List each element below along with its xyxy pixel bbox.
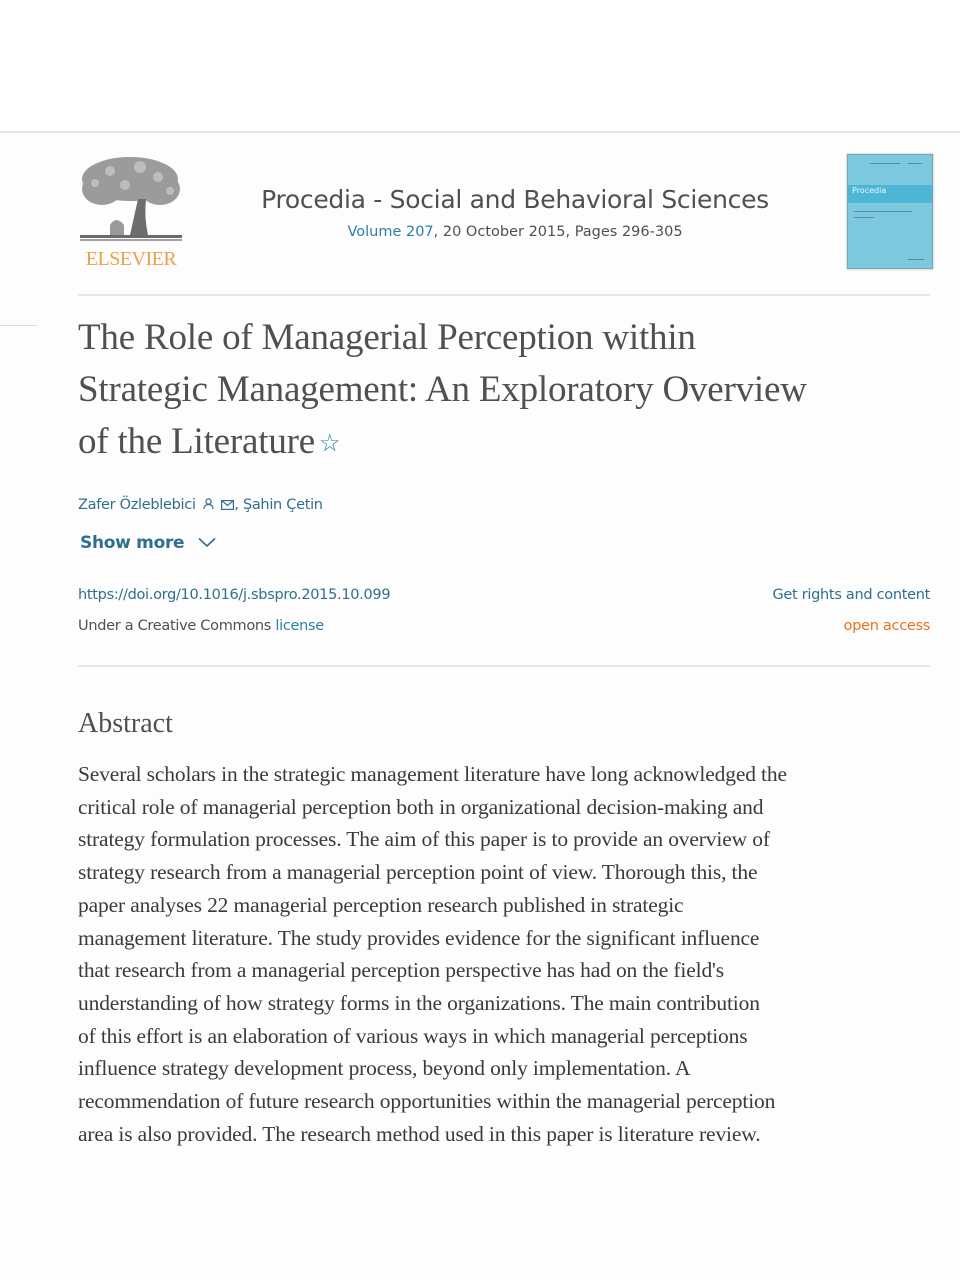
doi-link[interactable]: https://doi.org/10.1016/j.sbspro.2015.10.099 — [78, 587, 391, 603]
abstract-line: management literature. The study provides evidence for the significant influence — [78, 925, 760, 950]
get-rights-link[interactable]: Get rights and content — [772, 587, 930, 603]
abstract-line: strategy research from a managerial perception point of view. Thorough this, the — [78, 860, 758, 885]
abstract-text — [78, 758, 940, 1150]
abstract-line: recommendation of future research opportunities within the managerial perception — [78, 1089, 776, 1114]
star-footnote-icon[interactable]: ☆ — [318, 431, 341, 457]
section-rule — [78, 665, 930, 667]
author-list — [78, 494, 323, 516]
article-title — [78, 312, 938, 470]
elsevier-logo[interactable] — [78, 155, 184, 271]
license-info — [78, 618, 324, 634]
author-link-2[interactable]: Şahin Çetin — [242, 497, 323, 513]
title-line-3-text: of the Literature — [78, 421, 315, 462]
cover-line — [908, 259, 924, 260]
abstract-line: of this effort is an elaboration of various ways in which managerial perceptions — [78, 1023, 748, 1048]
side-divider — [0, 325, 37, 326]
chevron-down-icon — [198, 537, 216, 548]
cover-line — [854, 211, 912, 212]
tree-logo-icon — [80, 155, 182, 243]
cover-line — [854, 217, 874, 218]
title-line-2: Strategic Management: An Exploratory Overview — [78, 369, 807, 410]
abstract-line: influence strategy development process, beyond only implementation. A — [78, 1056, 691, 1081]
title-line-3 — [78, 416, 938, 470]
abstract-line: critical role of managerial perception both in organizational decision-making and — [78, 794, 764, 819]
cover-label: Procedia — [852, 186, 887, 195]
header-rule — [78, 294, 930, 296]
journal-header — [200, 182, 830, 242]
person-icon[interactable] — [203, 498, 214, 510]
journal-cover-thumbnail[interactable] — [847, 154, 933, 269]
elsevier-wordmark: ELSEVIER — [85, 248, 177, 270]
open-access-badge: open access — [843, 618, 930, 634]
license-link[interactable]: license — [275, 618, 324, 634]
abstract-line: that research from a managerial perception perspective has had on the field's — [78, 958, 724, 983]
header-divider — [0, 131, 960, 133]
abstract-line: area is also provided. The research method used in this paper is literature review. — [78, 1121, 761, 1146]
cover-line — [908, 163, 922, 164]
blank-header-area — [0, 0, 960, 131]
abstract-line: understanding of how strategy forms in the organizations. The main contribution — [78, 990, 760, 1015]
title-line-1: The Role of Managerial Perception within — [78, 317, 696, 358]
cover-line — [870, 163, 900, 164]
journal-meta — [200, 222, 830, 242]
author-separator: , — [234, 497, 243, 513]
show-more-button[interactable] — [80, 533, 216, 553]
abstract-line: Several scholars in the strategic management literature have long acknowledged the — [78, 762, 787, 786]
author-link-1[interactable]: Zafer Özleblebici — [78, 497, 196, 513]
abstract-line: paper analyses 22 managerial perception research published in strategic — [78, 892, 684, 917]
issue-date-pages: , 20 October 2015, Pages 296-305 — [433, 224, 683, 240]
abstract-heading: Abstract — [78, 708, 173, 739]
mail-icon[interactable] — [221, 500, 234, 510]
license-prefix: Under a Creative Commons — [78, 618, 276, 634]
show-more-label: Show more — [80, 533, 185, 553]
volume-link[interactable]: Volume 207 — [347, 224, 434, 240]
journal-title-link[interactable]: Procedia - Social and Behavioral Sciences — [261, 185, 769, 214]
abstract-line: strategy formulation processes. The aim of this paper is to provide an overview of — [78, 827, 770, 852]
